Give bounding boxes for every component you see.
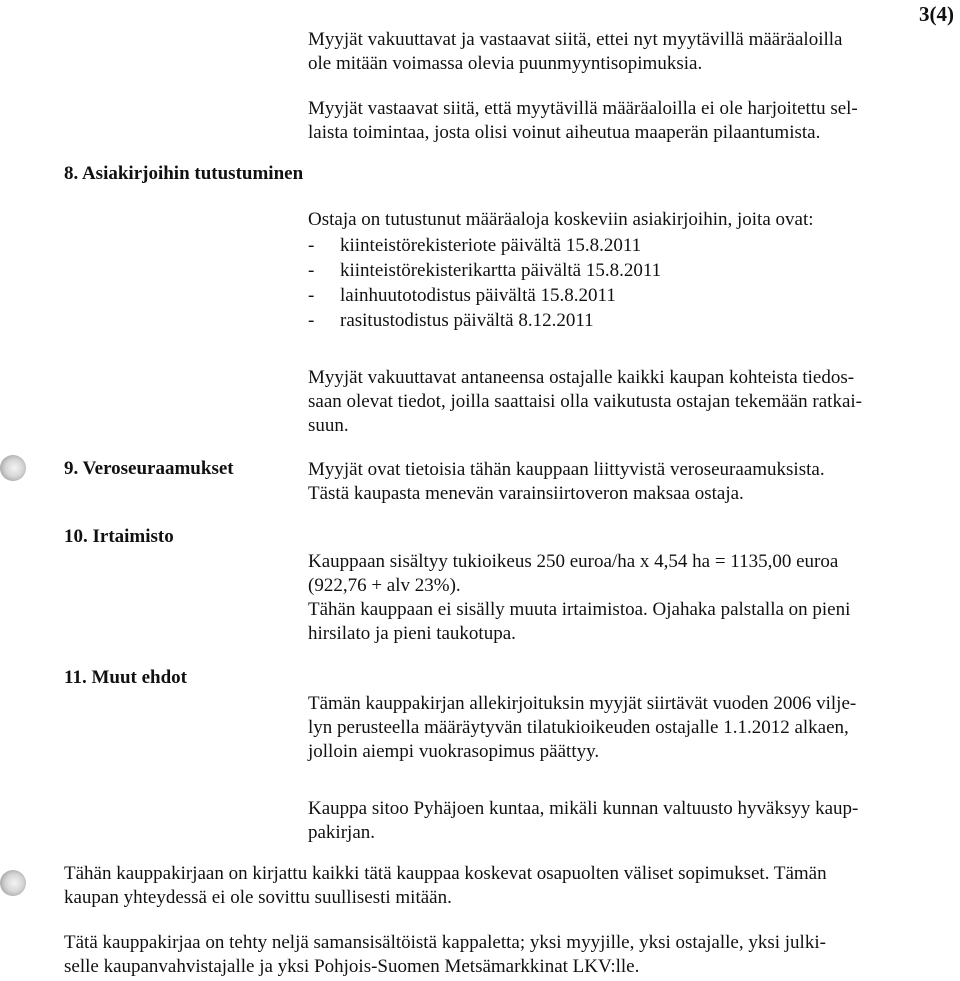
text-line: Kauppaan sisältyy tukioikeus 250 euroa/ha x 4,54 ha = 1135,00 euroa bbox=[308, 551, 839, 572]
text-line: suun. bbox=[308, 415, 349, 436]
intro-paragraph-2 bbox=[308, 97, 948, 145]
text-line: Myyjät ovat tietoisia tähän kauppaan liittyvistä veroseuraamuksista. bbox=[308, 459, 825, 480]
text-line: Myyjät vakuuttavat ja vastaavat siitä, ettei nyt myytävillä määräaloilla bbox=[308, 29, 843, 50]
intro-paragraph-1 bbox=[308, 28, 948, 76]
text-line: Tämän kauppakirjan allekirjoituksin myyjät siirtävät vuoden 2006 vilje- bbox=[308, 693, 857, 714]
section-11-paragraph-2 bbox=[308, 797, 948, 845]
text-line: Tätä kauppakirjaa on tehty neljä samansisältöistä kappaletta; yksi myyjille, yksi ostajalle, yksi julki- bbox=[64, 932, 826, 953]
list-item-text: rasitustodistus päivältä 8.12.2011 bbox=[340, 310, 594, 331]
section-8-intro bbox=[308, 208, 948, 232]
text-line: Kauppa sitoo Pyhäjoen kuntaa, mikäli kunnan valtuusto hyväksyy kaup- bbox=[308, 798, 859, 819]
list-dash: - bbox=[308, 235, 315, 256]
section-9-heading: 9. Veroseuraamukset bbox=[64, 458, 234, 479]
text-line: kaupan yhteydessä ei ole sovittu suullisesti mitään. bbox=[64, 887, 452, 908]
punch-hole-mark bbox=[0, 870, 26, 896]
closing-paragraph-2 bbox=[64, 931, 826, 979]
list-dash: - bbox=[308, 260, 315, 281]
text-line: hirsilato ja pieni taukotupa. bbox=[308, 623, 516, 644]
closing-paragraph-1 bbox=[64, 862, 827, 910]
section-8-heading: 8. Asiakirjoihin tutustuminen bbox=[64, 163, 304, 184]
page-number: 3(4) bbox=[919, 2, 954, 26]
list-dash: - bbox=[308, 285, 315, 306]
text-line: laista toimintaa, josta olisi voinut aiheutua maaperän pilaantumista. bbox=[308, 122, 821, 143]
text-line: (922,76 + alv 23%). bbox=[308, 575, 461, 596]
section-11-heading: 11. Muut ehdot bbox=[64, 667, 187, 688]
text-line: jolloin aiempi vuokrasopimus päättyy. bbox=[308, 741, 600, 762]
text-line: Tähän kauppakirjaan on kirjattu kaikki tätä kauppaa koskevat osapuolten väliset sopimukset. Tämän bbox=[64, 863, 827, 884]
text-line: Tähän kauppaan ei sisälly muuta irtaimistoa. Ojahaka palstalla on pieni bbox=[308, 599, 851, 620]
section-10-heading: 10. Irtaimisto bbox=[64, 526, 174, 547]
text-line: lyn perusteella määräytyvän tilatukioikeuden ostajalle 1.1.2012 alkaen, bbox=[308, 717, 849, 738]
list-item-text: lainhuutotodistus päivältä 15.8.2011 bbox=[340, 285, 616, 306]
text-line: Myyjät vakuuttavat antaneensa ostajalle kaikki kaupan kohteista tiedos- bbox=[308, 367, 855, 388]
list-item-text: kiinteistörekisteriote päivältä 15.8.2011 bbox=[340, 235, 642, 256]
document-list bbox=[308, 233, 661, 333]
section-9-text bbox=[308, 458, 948, 506]
list-item bbox=[308, 258, 661, 283]
text-line: Myyjät vastaavat siitä, että myytävillä määräaloilla ei ole harjoitettu sel- bbox=[308, 98, 858, 119]
list-item-text: kiinteistörekisterikartta päivältä 15.8.2011 bbox=[340, 260, 662, 281]
text-line: ole mitään voimassa olevia puunmyyntisopimuksia. bbox=[308, 53, 703, 74]
text-line: pakirjan. bbox=[308, 822, 376, 843]
punch-hole-mark bbox=[0, 455, 26, 481]
list-item bbox=[308, 233, 661, 258]
section-8-statement bbox=[308, 366, 948, 438]
text-line: selle kaupanvahvistajalle ja yksi Pohjois-Suomen Metsämarkkinat LKV:lle. bbox=[64, 956, 640, 977]
section-11-paragraph-1 bbox=[308, 692, 948, 764]
list-item bbox=[308, 308, 661, 333]
list-dash: - bbox=[308, 310, 315, 331]
section-10-text bbox=[308, 550, 948, 646]
list-item bbox=[308, 283, 661, 308]
text-line: Ostaja on tutustunut määräaloja koskeviin asiakirjoihin, joita ovat: bbox=[308, 209, 814, 230]
text-line: Tästä kaupasta menevän varainsiirtoveron maksaa ostaja. bbox=[308, 483, 744, 504]
text-line: saan olevat tiedot, joilla saattaisi olla vaikutusta ostajan tekemään ratkai- bbox=[308, 391, 862, 412]
